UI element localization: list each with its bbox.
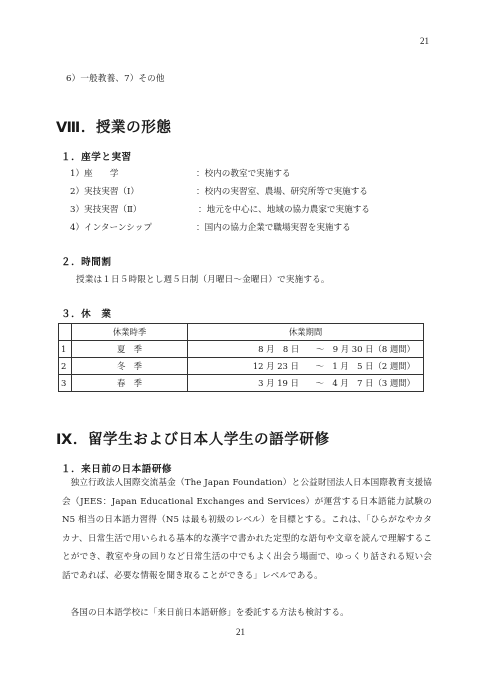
list-item-label: 1）座 学: [70, 169, 119, 179]
table-cell-no: 2: [59, 358, 72, 375]
list-item-label: 2）実技実習（Ⅰ）: [70, 187, 140, 197]
table-cell-period: 12 月 23 日 ～ 1 月 5 日（2 週間）: [188, 358, 424, 375]
timetable-text: 授業は１日５時限とし週５日制（月曜日～金曜日）で実施する。: [76, 275, 330, 285]
section-9-1-heading: １．来日前の日本語研修: [61, 464, 173, 475]
list-item-desc: ：校内の実習室、農場、研究所等で実施する: [196, 187, 368, 197]
table-cell-season: 春 季: [72, 375, 188, 392]
section-8-2-heading: ２．時間割: [61, 257, 112, 268]
list-item-label: 4）インターンシップ: [70, 223, 152, 233]
section-9-title: Ⅸ．留学生および日本人学生の語学研修: [56, 432, 330, 448]
table-header-cell: 休業時季: [72, 324, 188, 341]
section-8-3-heading: ３．休 業: [61, 309, 112, 320]
paragraph-2: 各国の日本語学校に「来日前日本語研修」を委託する方法も検討する。: [70, 608, 349, 618]
section-8-1-heading: １．座学と実習: [61, 152, 132, 163]
intro-line: 6）一般教養、7）その他: [66, 74, 165, 84]
table-cell-season: 冬 季: [72, 358, 188, 375]
footer-page-number: 21: [236, 627, 245, 637]
header-page-number: 21: [420, 36, 429, 46]
table-row: [59, 375, 424, 392]
list-item-label: 3）実技実習（Ⅱ）: [70, 205, 142, 215]
table-header-row: [59, 324, 424, 341]
table-cell-season: 夏 季: [72, 341, 188, 358]
vacation-table: [58, 323, 424, 392]
table-header-cell: 休業期間: [188, 324, 424, 341]
table-cell-period: 3 月 19 日 ～ 4 月 7 日（3 週間）: [188, 375, 424, 392]
list-item-desc: ：校内の教室で実施する: [196, 169, 291, 179]
table-row: [59, 358, 424, 375]
table-header-cell: [59, 324, 72, 341]
table-row: [59, 341, 424, 358]
section-8-title: Ⅷ．授業の形態: [56, 120, 172, 136]
table-cell-no: 3: [59, 375, 72, 392]
list-item-desc: ：国内の協力企業で職場実習を実施する: [196, 223, 351, 233]
table-cell-no: 1: [59, 341, 72, 358]
table-cell-period: 8 月 8 日 ～ 9 月 30 日（8 週間）: [188, 341, 424, 358]
list-item-desc: ：地元を中心に、地域の協力農家で実施する: [198, 205, 370, 215]
paragraph-1: 独立行政法人国際交流基金（The Japan Foundation）と公益財団法人日本国際教育支援協会（JEES：Japan Educational Exchanges and Services）が運営する日本語能力試験の N5 相当の日本語力習得（N5 は最も初級のレベル）を目標とする。これは、「ひらがなやカタカナ、日常生活で用いられる基本的な漢字で書かれた定型的な語句や文章を読んで理解することができ、教室や身の回りなど日常生活の中でもよく出会う場面で、ゆっくり話される短い会話であれば、必要な情報を聞き取ることができる」レベルである。: [62, 478, 432, 581]
